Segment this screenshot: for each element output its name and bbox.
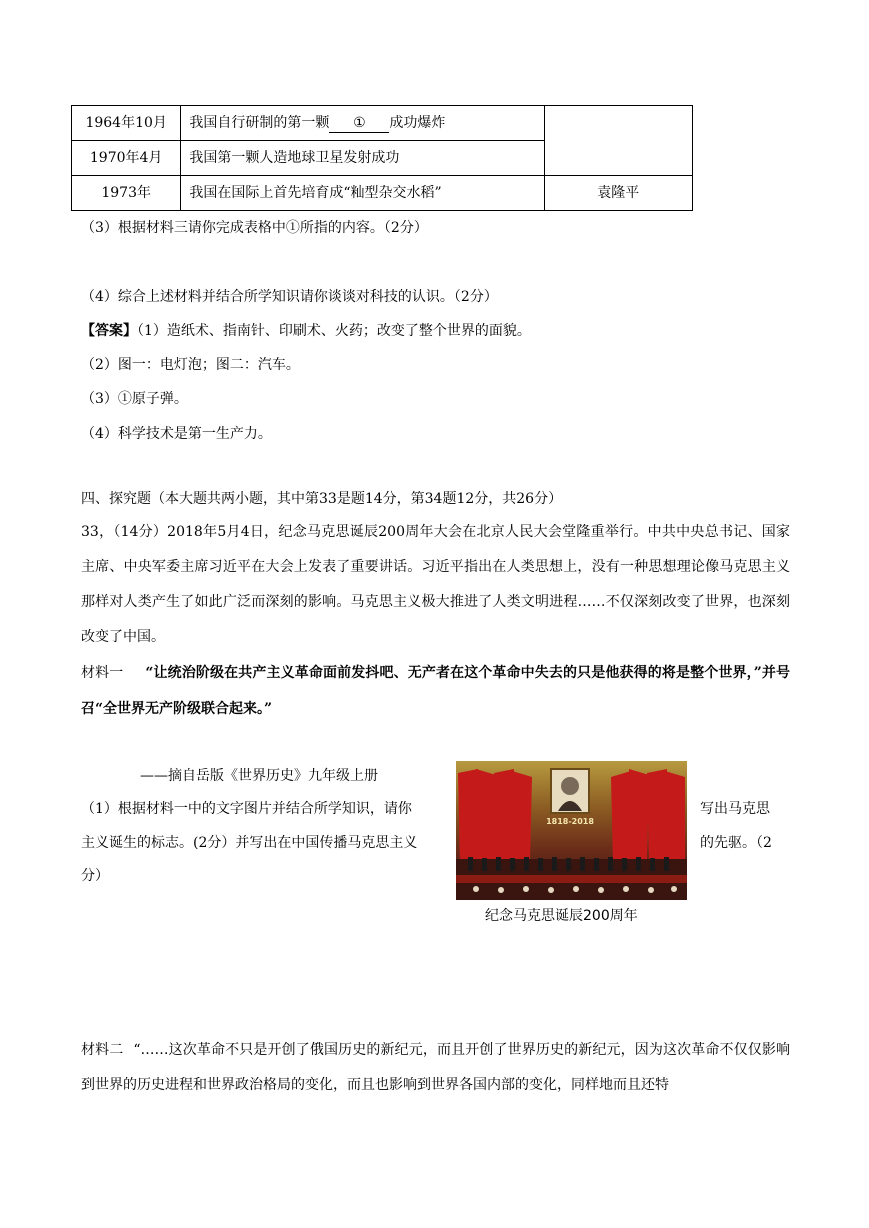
answer-3: （3）①原子弹。 (81, 391, 188, 407)
q1-line-3: 分） (81, 868, 109, 884)
table-row (72, 106, 693, 141)
table-cell-person: 袁隆平 (544, 176, 693, 211)
photo-illustration (456, 761, 687, 900)
table-cell-date: 1973年 (72, 176, 181, 211)
material-1-text: “让统治阶级在共产主义革命面前发抖吧、无产者在这个革命中失去的只是他获得的将是整个世界，”并号召“全世界无产阶级联合起来。” (81, 665, 791, 717)
answer-label: 【答案】 (81, 323, 137, 339)
table-cell-person (544, 106, 693, 176)
material-1 (81, 655, 790, 727)
material-1-label: 材料一 (81, 665, 124, 681)
marx-anniversary-photo (456, 761, 687, 900)
question-3: （3）根据材料三请你完成表格中①所指的内容。（2分） (81, 220, 428, 236)
table-cell-date: 1964年10月 (72, 106, 181, 141)
q1-line-1-right: 写出马克思 (700, 801, 770, 817)
answer-1: 【答案】（1）造纸术、指南针、印刷术、火药；改变了整个世界的面貌。 (81, 323, 531, 339)
material-2 (81, 1033, 790, 1103)
table-cell-event: 我国在国际上首先培育成“籼型杂交水稻” (181, 176, 544, 211)
material-2-label: 材料二 (81, 1042, 124, 1058)
table-cell-date: 1970年4月 (72, 141, 181, 176)
material-2-text: “……这次革命不只是开创了俄国历史的新纪元，而且开创了世界历史的新纪元，因为这次革命不仅仅影响到世界的历史进程和世界政治格局的变化，而且也影响到世界各国内部的变化，同样地而且还特 (81, 1042, 791, 1093)
table-row (72, 176, 693, 211)
q1-line-1: （1）根据材料一中的文字图片并结合所学知识，请你 (81, 801, 412, 817)
answer-4: （4）科学技术是第一生产力。 (81, 426, 272, 442)
question-4: （4）综合上述材料并结合所学知识请你谈谈对科技的认识。（2分） (81, 289, 498, 305)
q1-line-2: 主义诞生的标志。(2分）并写出在中国传播马克思主义 (81, 835, 418, 851)
section-heading: 四、探究题（本大题共两小题，其中第33是题14分，第34题12分，共26分） (81, 491, 563, 507)
history-table (71, 105, 693, 211)
photo-caption: 纪念马克思诞辰200周年 (485, 908, 638, 924)
photo-banner-text: 1818-2018 (546, 817, 594, 826)
question-33-intro: 33，（14分）2018年5月4日，纪念马克思诞辰200周年大会在北京人民大会堂隆重举行。中共中央总书记、国家主席、中央军委主席习近平在大会上发表了重要讲话。习近平指出在人类思想上，没有一种思想理论像马克思主义那样对人类产生了如此广泛而深刻的影响。马克思主义极大推进了人类文明进程……不仅深刻改变了世界，也深刻改变了中国。 (81, 524, 790, 645)
q1-line-2-right: 的先驱。（2 (700, 835, 772, 851)
fill-blank: ① (329, 114, 389, 133)
table-cell-event: 我国自行研制的第一颗 ① 成功爆炸 (181, 106, 544, 141)
material-1-source: ——摘自岳版《世界历史》九年级上册 (140, 768, 378, 784)
table-cell-event: 我国第一颗人造地球卫星发射成功 (181, 141, 544, 176)
answer-2: （2）图一：电灯泡；图二：汽车。 (81, 357, 300, 373)
